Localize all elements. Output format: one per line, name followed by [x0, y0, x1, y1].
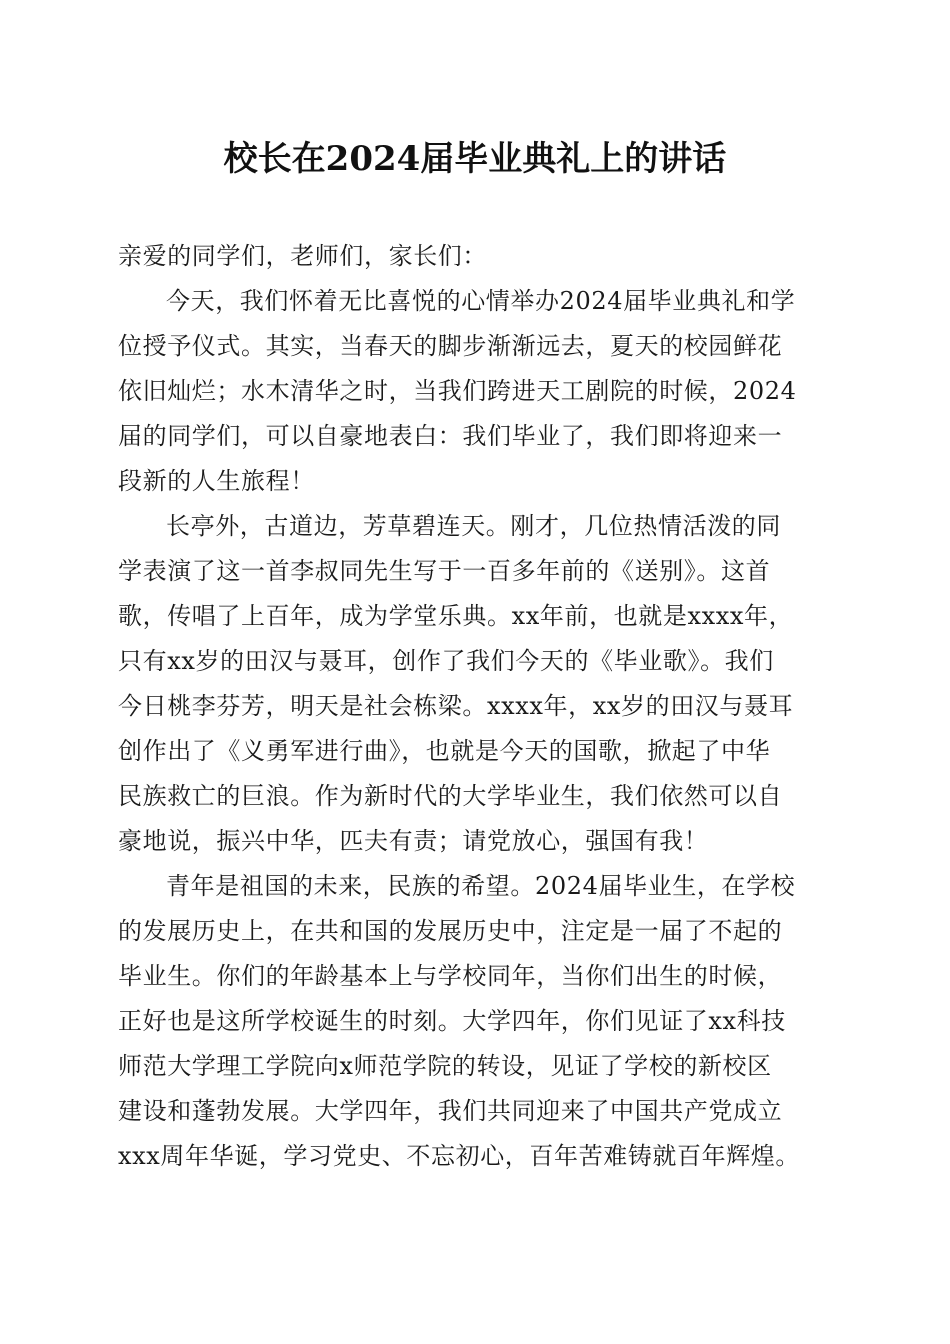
paragraph-2-line-1: 长亭外，古道边，芳草碧连天。刚才，几位热情活泼的同: [166, 512, 781, 540]
paragraph-1-line-4: 届的同学们，可以自豪地表白：我们毕业了，我们即将迎来一: [118, 422, 783, 450]
paragraph-1-line-2: 位授予仪式。其实，当春天的脚步渐渐远去，夏天的校园鲜花: [118, 332, 783, 360]
paragraph-2-line-5: 今日桃李芬芳，明天是社会栋梁。xxxx年，xx岁的田汉与聂耳: [118, 692, 794, 720]
paragraph-3-line-7: xxx周年华诞，学习党史、不忘初心，百年苦难铸就百年辉煌。: [118, 1142, 801, 1170]
salutation-line: 亲爱的同学们，老师们，家长们：: [118, 242, 487, 270]
document-title: 校长在2024届毕业典礼上的讲话: [223, 139, 727, 179]
paragraph-2-line-3: 歌，传唱了上百年，成为学堂乐典。xx年前，也就是xxxx年，: [118, 602, 794, 630]
paragraph-2-line-6: 创作出了《义勇军进行曲》，也就是今天的国歌，掀起了中华: [118, 737, 771, 765]
paragraph-2-line-2: 学表演了这一首李叔同先生写于一百多年前的《送别》。这首: [118, 557, 771, 585]
paragraph-2-line-4: 只有xx岁的田汉与聂耳，创作了我们今天的《毕业歌》。我们: [118, 647, 774, 675]
paragraph-3-line-2: 的发展历史上，在共和国的发展历史中，注定是一届了不起的: [118, 917, 783, 945]
paragraph-3-line-5: 师范大学理工学院向x师范学院的转设，见证了学校的新校区: [118, 1052, 772, 1080]
paragraph-3-line-3: 毕业生。你们的年龄基本上与学校同年，当你们出生的时候，: [118, 962, 783, 990]
paragraph-2-line-8: 豪地说，振兴中华，匹夫有责；请党放心，强国有我！: [118, 827, 709, 855]
paragraph-3-line-4: 正好也是这所学校诞生的时刻。大学四年，你们见证了xx科技: [118, 1007, 786, 1035]
paragraph-1-line-5: 段新的人生旅程！: [118, 467, 315, 495]
paragraph-1-line-1: 今天，我们怀着无比喜悦的心情举办2024届毕业典礼和学: [166, 287, 796, 315]
paragraph-2-line-7: 民族救亡的巨浪。作为新时代的大学毕业生，我们依然可以自: [118, 782, 783, 810]
paragraph-3-line-1: 青年是祖国的未来，民族的希望。2024届毕业生，在学校: [166, 872, 796, 900]
paragraph-3-line-6: 建设和蓬勃发展。大学四年，我们共同迎来了中国共产党成立: [118, 1097, 783, 1125]
paragraph-1-line-3: 依旧灿烂；水木清华之时，当我们跨进天工剧院的时候，2024: [118, 377, 797, 405]
